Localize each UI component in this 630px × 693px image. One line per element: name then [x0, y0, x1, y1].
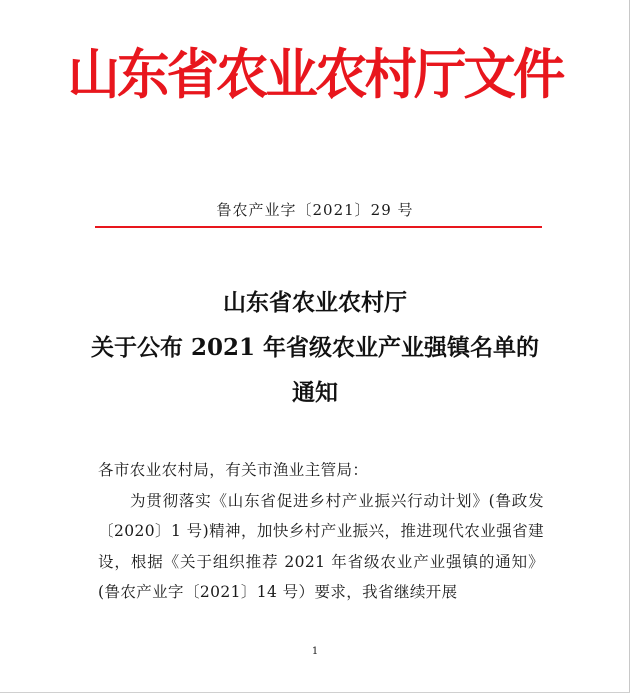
body-paragraph: 为贯彻落实《山东省促进乡村产业振兴行动计划》(鲁政发〔2020〕1 号)精神，加快乡村产业振兴，推进现代农业强省建设，根据《关于组织推荐 2021 年省级农业产业强镇的通知》(鲁农产业字〔2021〕14 号）要求，我省继续开展	[98, 491, 544, 601]
notice-title	[0, 280, 630, 415]
salutation: 各市农业农村局，有关市渔业主管局：	[98, 461, 369, 479]
red-divider-line	[95, 226, 542, 228]
page-number: 1	[311, 646, 319, 657]
title-line-3: 通知	[292, 379, 338, 406]
title-line-2: 关于公布 2021 年省级农业产业强镇名单的	[90, 334, 540, 361]
notice-body	[98, 455, 544, 608]
document-number: 鲁农产业字〔2021〕29 号	[216, 201, 414, 219]
title-line-1: 山东省农业农村厅	[223, 289, 407, 316]
document-masthead: 山东省农业农村厅文件	[67, 43, 563, 106]
